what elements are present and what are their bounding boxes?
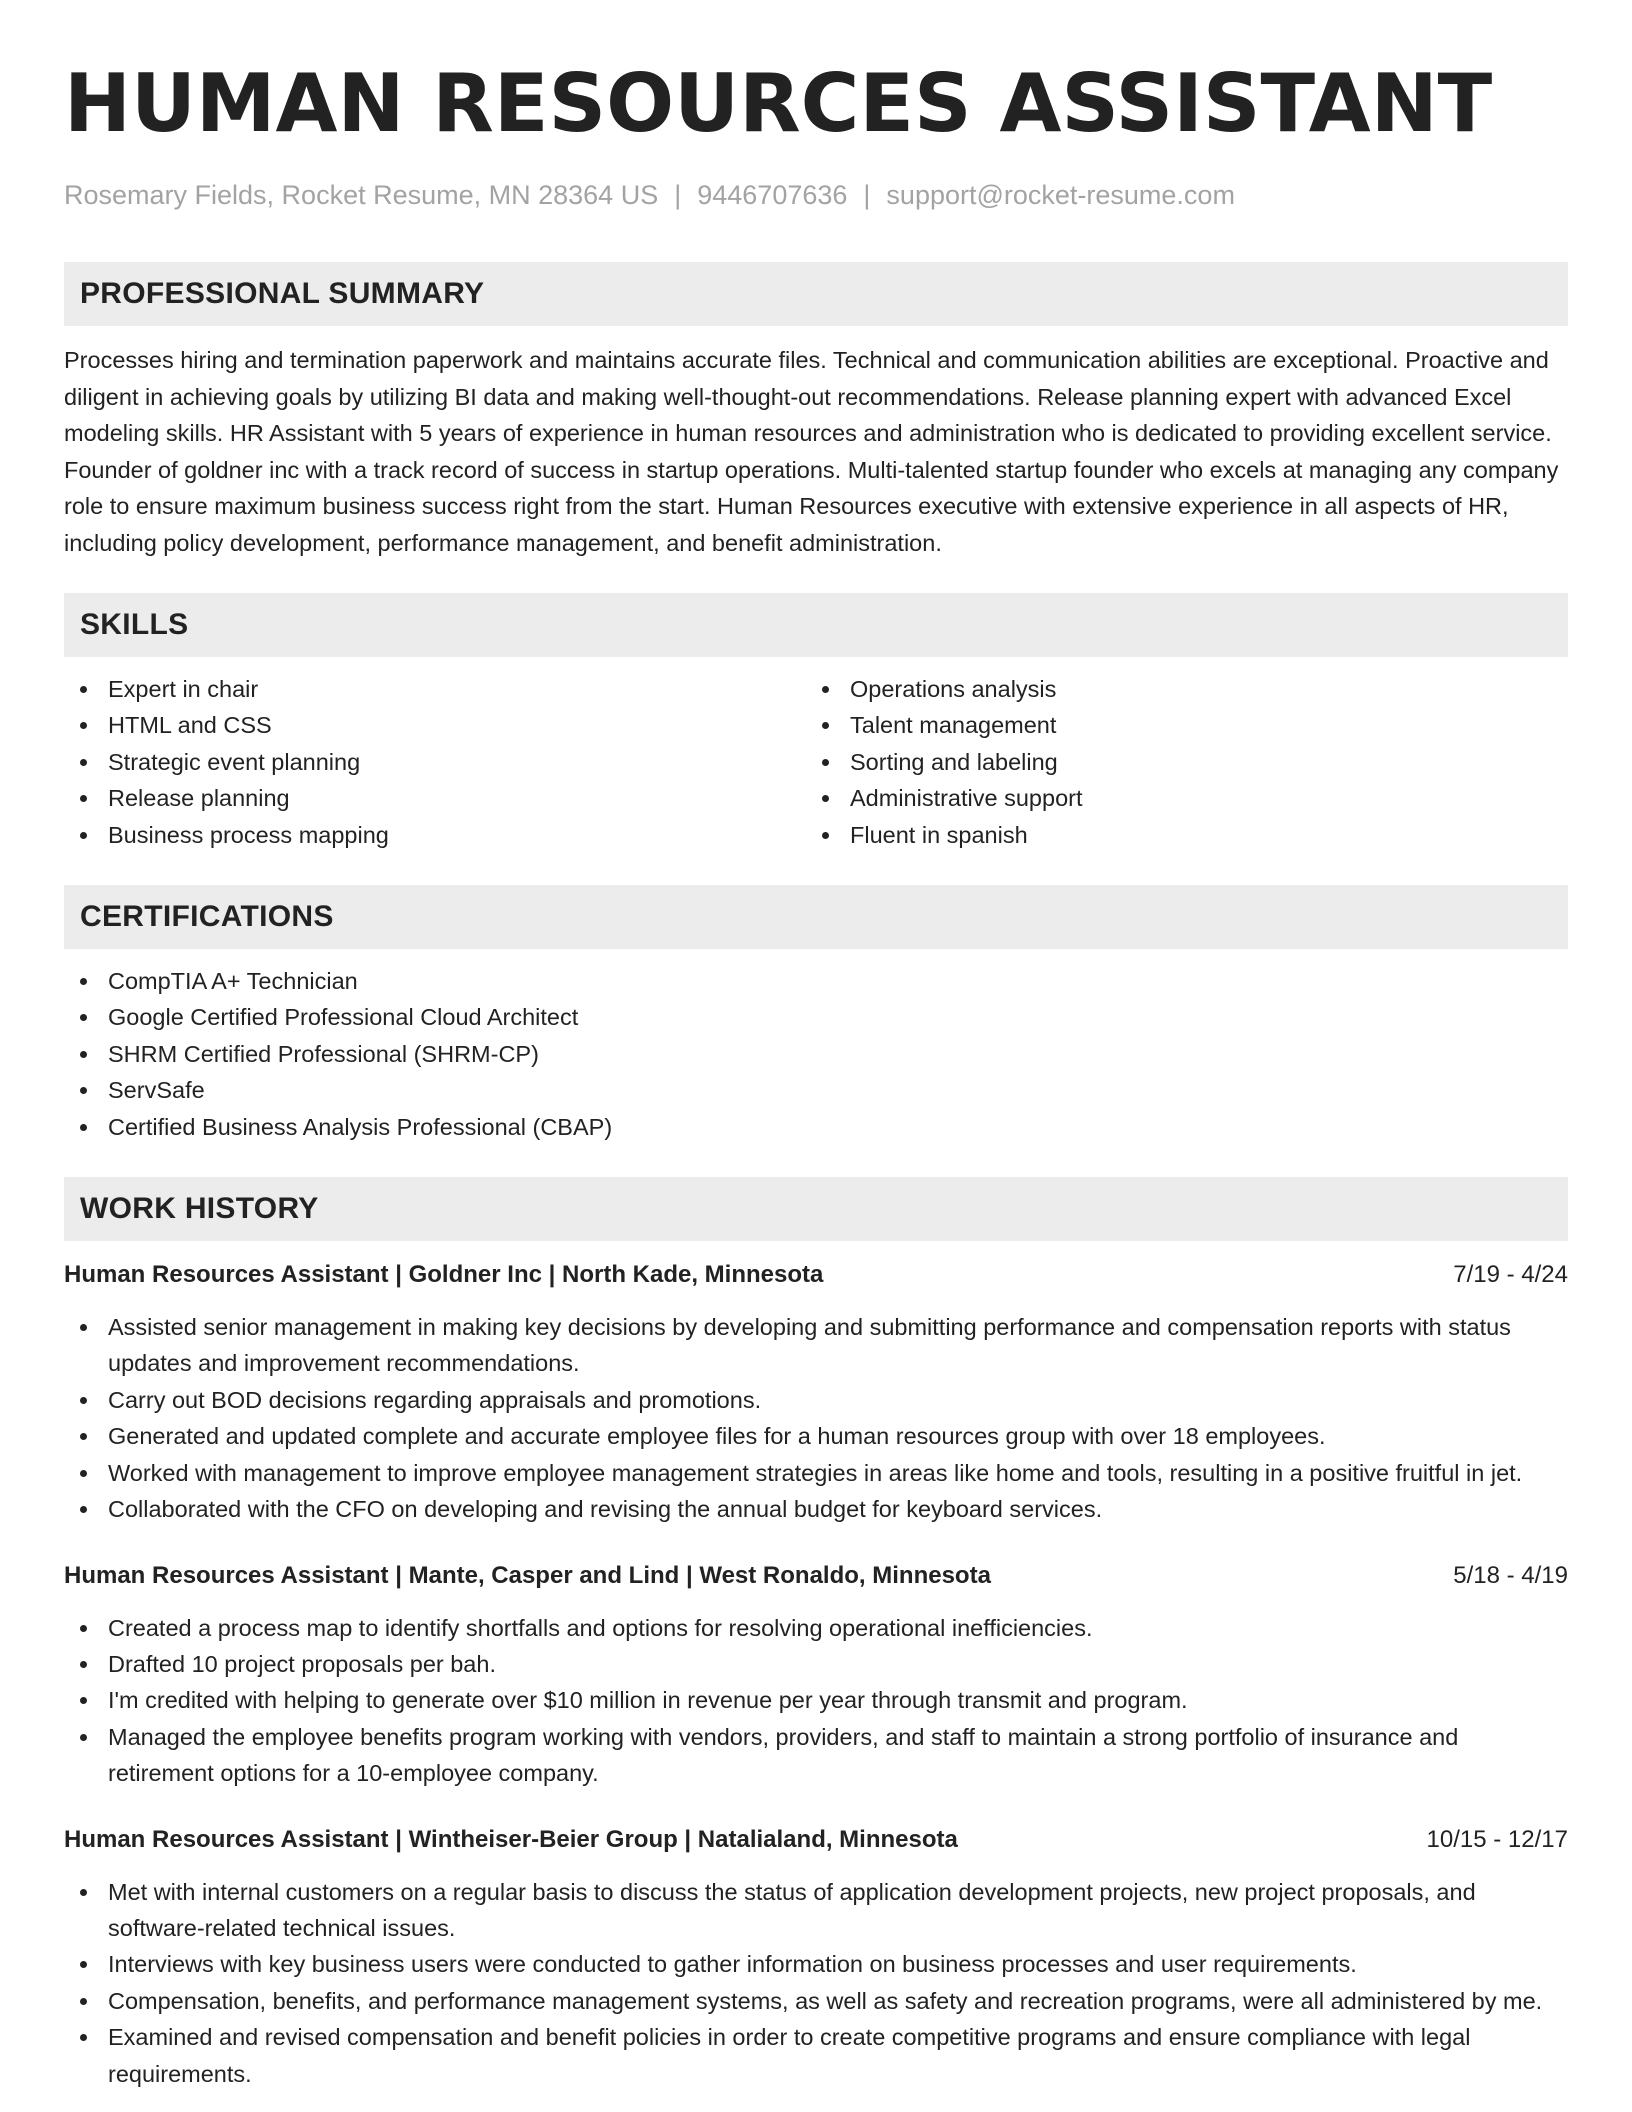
job-bullet: Drafted 10 project proposals per bah. [64,1646,1568,1682]
job-entry [64,1259,1568,1527]
skills-list-left [64,671,806,853]
skill-item: Operations analysis [806,671,1548,707]
job-bullets [64,1309,1568,1527]
contact-separator: | [863,180,871,210]
job-dates: 5/18 - 4/19 [1453,1561,1568,1589]
job-header [64,1824,1568,1856]
skill-item: Sorting and labeling [806,744,1548,780]
certification-item: Certified Business Analysis Professional (CBAP) [64,1109,1568,1145]
job-bullet: Compensation, benefits, and performance management systems, as well as safety and recreation programs, were all administered by me. [64,1983,1568,2019]
skills-column-right [806,671,1548,853]
job-bullets [64,1610,1568,1792]
job-bullet: I'm credited with helping to generate over $10 million in revenue per year through transmit and program. [64,1682,1568,1718]
candidate-title: HUMAN RESOURCES ASSISTANT [64,57,1493,150]
job-bullet: Managed the employee benefits program working with vendors, providers, and staff to maintain a strong portfolio of insurance and retirement options for a 10-employee company. [64,1719,1568,1792]
skill-item: Release planning [64,780,806,816]
contact-email: support@rocket-resume.com [886,180,1235,210]
certification-item: CompTIA A+ Technician [64,963,1568,999]
certification-item: ServSafe [64,1072,1568,1108]
job-bullet: Examined and revised compensation and benefit policies in order to create competitive programs and ensure compliance with legal requirements. [64,2019,1568,2092]
skills-list-right [806,671,1548,853]
certification-item: Google Certified Professional Cloud Architect [64,999,1568,1035]
summary-heading: PROFESSIONAL SUMMARY [64,262,1568,326]
skill-item: Business process mapping [64,817,806,853]
skills-grid [64,671,1568,853]
job-bullet: Interviews with key business users were conducted to gather information on business processes and user requirements. [64,1946,1568,1982]
job-bullet: Worked with management to improve employee management strategies in areas like home and tools, resulting in a positive fruitful in jet. [64,1455,1568,1491]
contact-line [64,178,1568,212]
job-entry [64,1824,1568,2092]
job-title: Human Resources Assistant | Goldner Inc | North Kade, Minnesota [64,1261,824,1289]
job-dates: 10/15 - 12/17 [1426,1825,1568,1853]
job-bullet: Assisted senior management in making key decisions by developing and submitting performance and compensation reports with status updates and improvement recommendations. [64,1309,1568,1382]
job-bullet: Met with internal customers on a regular basis to discuss the status of application development projects, new project proposals, and software-related technical issues. [64,1874,1568,1947]
job-dates: 7/19 - 4/24 [1453,1261,1568,1289]
contact-address: Rosemary Fields, Rocket Resume, MN 28364 US [64,180,659,210]
skill-item: Expert in chair [64,671,806,707]
job-entry [64,1560,1568,1792]
certifications-list [64,963,1568,1145]
job-header [64,1259,1568,1291]
summary-text: Processes hiring and termination paperwork and maintains accurate files. Technical and communication abilities are exceptional. Proactive and diligent in achieving goals by utilizing BI data and making well-thought-out recommendations. Release planning expert with advanced Excel modeling skills. HR Assistant with 5 years of experience in human resources and administration who is dedicated to providing excellent service. Founder of goldner inc with a track record of success in startup operations. Multi-talented startup founder who excels at managing any company role to ensure maximum business success right from the start. Human Resources executive with extensive experience in all aspects of HR, including policy development, performance management, and benefit administration. [64,347,1559,556]
job-bullet: Generated and updated complete and accurate employee files for a human resources group with over 18 employees. [64,1418,1568,1454]
skill-item: Administrative support [806,780,1548,816]
work-history-heading: WORK HISTORY [64,1177,1568,1241]
skill-item: Strategic event planning [64,744,806,780]
job-bullet: Collaborated with the CFO on developing and revising the annual budget for keyboard services. [64,1491,1568,1527]
contact-separator: | [674,180,682,210]
resume-page [64,52,1568,2092]
job-title: Human Resources Assistant | Wintheiser-Beier Group | Natalialand, Minnesota [64,1825,958,1853]
skill-item: Fluent in spanish [806,817,1548,853]
job-bullet: Created a process map to identify shortfalls and options for resolving operational inefficiencies. [64,1610,1568,1646]
job-title: Human Resources Assistant | Mante, Casper and Lind | West Ronaldo, Minnesota [64,1561,991,1589]
skill-item: Talent management [806,707,1548,743]
skill-item: HTML and CSS [64,707,806,743]
skills-column-left [64,671,806,853]
certification-item: SHRM Certified Professional (SHRM-CP) [64,1036,1568,1072]
job-header [64,1560,1568,1592]
job-bullet: Carry out BOD decisions regarding appraisals and promotions. [64,1382,1568,1418]
skills-heading: SKILLS [64,593,1568,657]
certifications-heading: CERTIFICATIONS [64,885,1568,949]
job-bullets [64,1874,1568,2092]
contact-phone: 9446707636 [697,180,848,210]
